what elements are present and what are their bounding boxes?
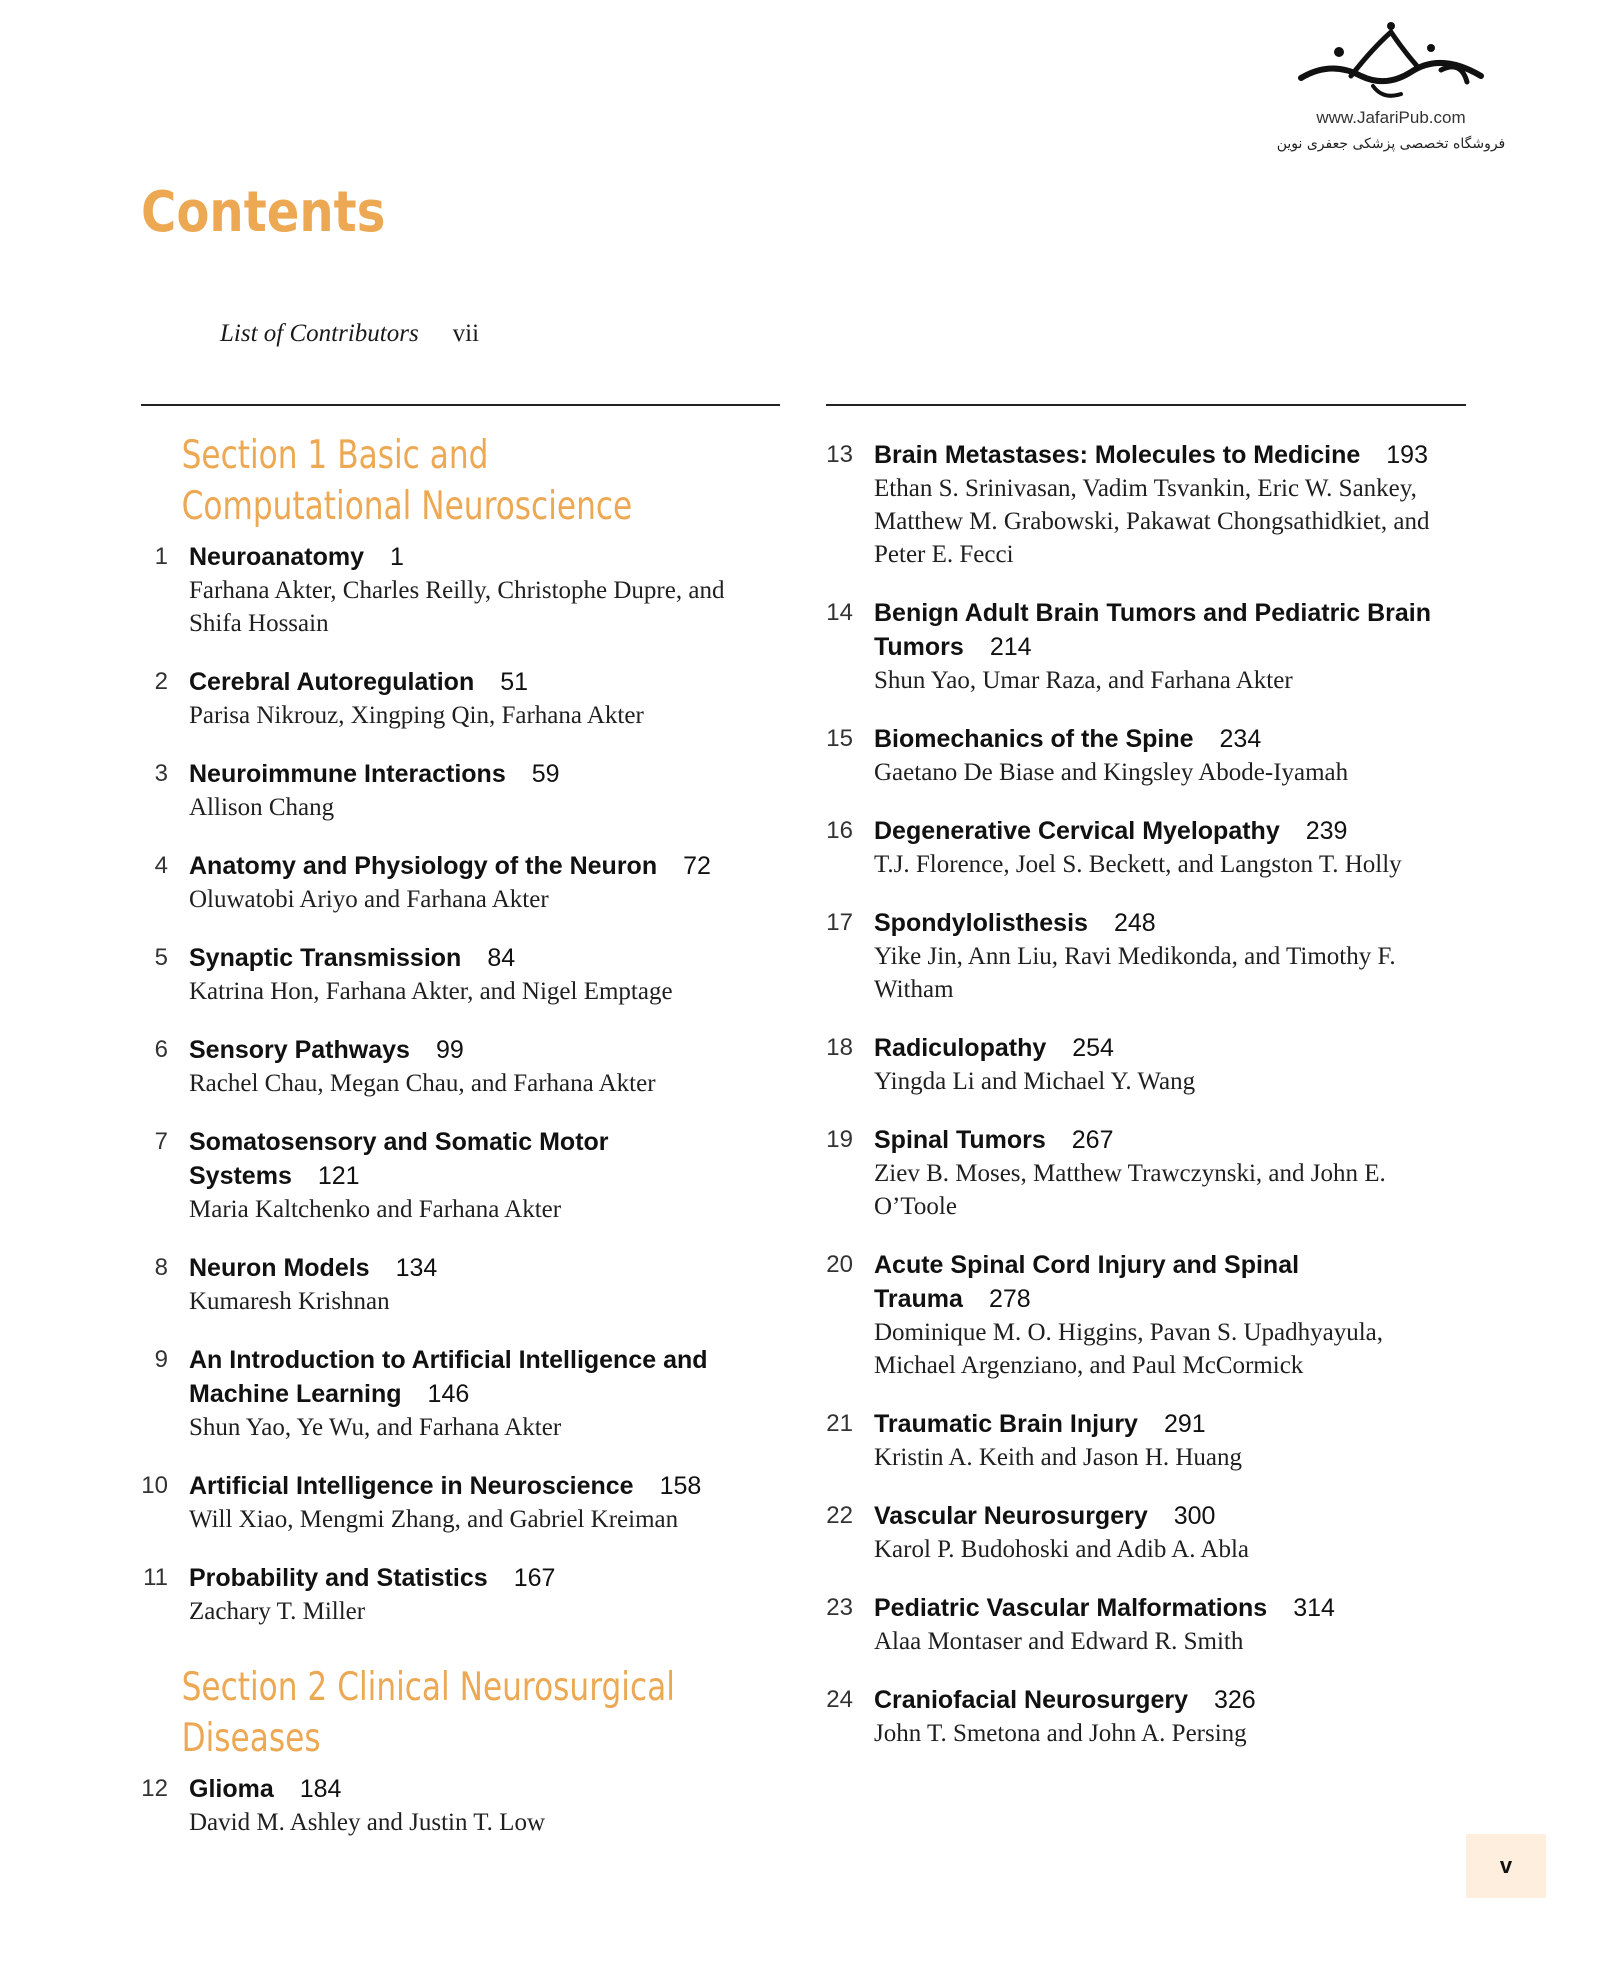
toc-entry[interactable] bbox=[140, 757, 760, 824]
chapter-title-line bbox=[874, 1683, 1445, 1717]
chapter-title-line bbox=[189, 540, 760, 574]
toc-entry[interactable] bbox=[140, 1125, 760, 1226]
toc-entry[interactable] bbox=[825, 1683, 1445, 1750]
chapter-title-line bbox=[189, 1343, 760, 1411]
section-1-heading: Section 1 Basic and Computational Neuroscience bbox=[181, 433, 633, 529]
chapter-authors: Shun Yao, Ye Wu, and Farhana Akter bbox=[189, 1414, 562, 1441]
chapter-authors: Ethan S. Srinivasan, Vadim Tsvankin, Eric W. Sankey, Matthew M. Grabowski, Pakawat Chongsathidkiet, and Peter E. Fecci bbox=[874, 475, 1430, 568]
chapter-title-line bbox=[189, 849, 760, 883]
toc-entry[interactable] bbox=[825, 1031, 1445, 1098]
toc-entry[interactable] bbox=[825, 1248, 1445, 1382]
chapter-title: Benign Adult Brain Tumors and Pediatric Brain Tumors bbox=[874, 599, 1432, 661]
chapter-authors: T.J. Florence, Joel S. Beckett, and Langston T. Holly bbox=[874, 851, 1402, 878]
chapter-authors: Zachary T. Miller bbox=[189, 1598, 366, 1625]
front-matter-entry[interactable] bbox=[220, 320, 479, 348]
chapter-title: Spondylolisthesis bbox=[874, 909, 1088, 937]
chapter-authors: Yike Jin, Ann Liu, Ravi Medikonda, and Timothy F. Witham bbox=[874, 943, 1396, 1003]
chapter-page: 184 bbox=[299, 1775, 342, 1803]
chapter-page: 84 bbox=[487, 944, 516, 972]
chapter-title-line bbox=[874, 1248, 1445, 1316]
chapter-title: Artificial Intelligence in Neuroscience bbox=[189, 1472, 634, 1500]
chapter-page: 99 bbox=[435, 1036, 464, 1064]
right-column-rule bbox=[826, 404, 1466, 406]
section-2-heading: Section 2 Clinical Neurosurgical Diseases bbox=[181, 1665, 675, 1761]
chapter-number: 23 bbox=[826, 1594, 853, 1621]
chapter-page: 146 bbox=[427, 1380, 470, 1408]
section-1-entries bbox=[140, 540, 760, 1628]
chapter-page: 134 bbox=[395, 1254, 438, 1282]
chapter-number: 4 bbox=[154, 852, 168, 879]
chapter-number: 3 bbox=[154, 760, 168, 787]
toc-entry[interactable] bbox=[140, 849, 760, 916]
chapter-authors: Farhana Akter, Charles Reilly, Christophe Dupre, and Shifa Hossain bbox=[189, 577, 725, 637]
chapter-title-line bbox=[874, 814, 1445, 848]
chapter-number: 2 bbox=[154, 668, 168, 695]
page-title: Contents bbox=[141, 180, 386, 245]
chapter-number: 24 bbox=[826, 1686, 853, 1713]
chapter-title-line bbox=[874, 906, 1445, 940]
chapter-authors: Kumaresh Krishnan bbox=[189, 1288, 390, 1315]
chapter-number: 6 bbox=[154, 1036, 168, 1063]
chapter-title: Anatomy and Physiology of the Neuron bbox=[189, 852, 658, 880]
chapter-title-line bbox=[874, 1499, 1445, 1533]
chapter-authors: Alaa Montaser and Edward R. Smith bbox=[874, 1628, 1244, 1655]
chapter-number: 5 bbox=[154, 944, 168, 971]
chapter-title-line bbox=[874, 1031, 1445, 1065]
chapter-title: Spinal Tumors bbox=[874, 1126, 1046, 1154]
chapter-authors: Dominique M. O. Higgins, Pavan S. Upadhyayula, Michael Argenziano, and Paul McCormick bbox=[874, 1319, 1383, 1379]
chapter-number: 8 bbox=[154, 1254, 168, 1281]
chapter-number: 16 bbox=[826, 817, 853, 844]
chapter-number: 12 bbox=[141, 1775, 168, 1802]
chapter-page: 121 bbox=[317, 1162, 360, 1190]
chapter-title: Synaptic Transmission bbox=[189, 944, 462, 972]
chapter-title: Somatosensory and Somatic Motor Systems bbox=[189, 1128, 609, 1190]
chapter-page: 158 bbox=[659, 1472, 702, 1500]
toc-entry[interactable] bbox=[140, 1251, 760, 1318]
chapter-authors: Parisa Nikrouz, Xingping Qin, Farhana Akter bbox=[189, 702, 644, 729]
chapter-title-line bbox=[189, 1125, 760, 1193]
chapter-number: 7 bbox=[154, 1128, 168, 1155]
chapter-number: 15 bbox=[826, 725, 853, 752]
chapter-page: 267 bbox=[1071, 1126, 1114, 1154]
chapter-page: 193 bbox=[1386, 441, 1428, 469]
chapter-title-line bbox=[189, 1469, 760, 1503]
chapter-title-line bbox=[189, 757, 760, 791]
chapter-title: Sensory Pathways bbox=[189, 1036, 410, 1064]
chapter-authors: Oluwatobi Ariyo and Farhana Akter bbox=[189, 886, 549, 913]
chapter-authors: Karol P. Budohoski and Adib A. Abla bbox=[874, 1536, 1250, 1563]
chapter-authors: Ziev B. Moses, Matthew Trawczynski, and John E. O’Toole bbox=[874, 1160, 1386, 1220]
chapter-number: 20 bbox=[826, 1251, 853, 1278]
chapter-page: 239 bbox=[1305, 817, 1348, 845]
chapter-page: 291 bbox=[1163, 1410, 1206, 1438]
chapter-title: Pediatric Vascular Malformations bbox=[874, 1594, 1268, 1622]
toc-entry[interactable] bbox=[825, 906, 1445, 1006]
chapter-authors: Gaetano De Biase and Kingsley Abode-Iyamah bbox=[874, 759, 1349, 786]
toc-entry[interactable] bbox=[825, 1407, 1445, 1474]
chapter-number: 13 bbox=[826, 441, 853, 468]
chapter-title-line bbox=[874, 438, 1445, 472]
toc-entry[interactable] bbox=[825, 1591, 1445, 1658]
right-column bbox=[825, 438, 1445, 1775]
chapter-title: Neuroanatomy bbox=[189, 543, 365, 571]
chapter-page: 300 bbox=[1173, 1502, 1216, 1530]
left-column-rule bbox=[141, 404, 780, 406]
chapter-title: Glioma bbox=[189, 1775, 274, 1803]
publisher-logo-icon bbox=[1291, 20, 1491, 106]
chapter-number: 11 bbox=[143, 1564, 168, 1591]
toc-entry[interactable] bbox=[825, 814, 1445, 881]
chapter-title: Degenerative Cervical Myelopathy bbox=[874, 817, 1280, 845]
chapter-page: 167 bbox=[513, 1564, 556, 1592]
chapter-page: 254 bbox=[1072, 1034, 1114, 1062]
chapter-title: An Introduction to Artificial Intelligence and Machine Learning bbox=[189, 1346, 708, 1408]
toc-entry[interactable] bbox=[140, 1033, 760, 1100]
toc-entry[interactable] bbox=[140, 1561, 760, 1628]
chapter-title-line bbox=[874, 1407, 1445, 1441]
chapter-title-line bbox=[189, 1772, 760, 1806]
chapter-number: 22 bbox=[826, 1502, 853, 1529]
chapter-number: 18 bbox=[826, 1034, 853, 1061]
chapter-number: 9 bbox=[154, 1346, 168, 1373]
chapter-authors: John T. Smetona and John A. Persing bbox=[874, 1720, 1247, 1747]
chapter-page: 51 bbox=[500, 668, 529, 696]
chapter-title: Neuron Models bbox=[189, 1254, 370, 1282]
publisher-caption: فروشگاه تخصصی پزشکی جعفری نوین bbox=[1276, 136, 1506, 152]
chapter-page: 214 bbox=[989, 633, 1032, 661]
chapter-page: 326 bbox=[1214, 1686, 1256, 1714]
chapter-title: Traumatic Brain Injury bbox=[874, 1410, 1138, 1438]
chapter-number: 1 bbox=[154, 543, 168, 570]
chapter-title-line bbox=[189, 1561, 760, 1595]
toc-entry[interactable] bbox=[825, 1123, 1445, 1223]
chapter-authors: Will Xiao, Mengmi Zhang, and Gabriel Kreiman bbox=[189, 1506, 679, 1533]
chapter-title: Radiculopathy bbox=[874, 1034, 1047, 1062]
chapter-page: 59 bbox=[531, 760, 560, 788]
chapter-title-line bbox=[189, 941, 760, 975]
toc-entry[interactable] bbox=[140, 1772, 760, 1839]
toc-entry[interactable] bbox=[825, 722, 1445, 789]
chapter-authors: Yingda Li and Michael Y. Wang bbox=[874, 1068, 1196, 1095]
chapter-authors: Kristin A. Keith and Jason H. Huang bbox=[874, 1444, 1243, 1471]
toc-entry[interactable] bbox=[140, 540, 760, 640]
chapter-number: 19 bbox=[826, 1126, 853, 1153]
page-number: v bbox=[1466, 1834, 1546, 1898]
chapter-page: 1 bbox=[390, 543, 404, 571]
chapter-title-line bbox=[189, 665, 760, 699]
chapter-authors: Rachel Chau, Megan Chau, and Farhana Akter bbox=[189, 1070, 656, 1097]
chapter-title: Neuroimmune Interactions bbox=[189, 760, 506, 788]
chapter-page: 234 bbox=[1219, 725, 1262, 753]
chapter-page: 314 bbox=[1293, 1594, 1335, 1622]
toc-entry[interactable] bbox=[140, 941, 760, 1008]
chapter-page: 72 bbox=[683, 852, 711, 880]
publisher-logo bbox=[1271, 20, 1511, 152]
chapter-number: 10 bbox=[141, 1472, 168, 1499]
toc-entry[interactable] bbox=[140, 665, 760, 732]
chapter-title-line bbox=[874, 722, 1445, 756]
chapter-title-line bbox=[874, 1591, 1445, 1625]
chapter-authors: Katrina Hon, Farhana Akter, and Nigel Emptage bbox=[189, 978, 673, 1005]
chapter-title: Craniofacial Neurosurgery bbox=[874, 1686, 1188, 1714]
chapter-title-line bbox=[874, 596, 1445, 664]
chapter-authors: David M. Ashley and Justin T. Low bbox=[189, 1809, 546, 1836]
right-column-entries bbox=[825, 438, 1445, 1750]
toc-entry[interactable] bbox=[825, 596, 1445, 697]
chapter-number: 14 bbox=[826, 599, 853, 626]
left-column bbox=[140, 430, 760, 1864]
chapter-title-line bbox=[189, 1251, 760, 1285]
chapter-page: 248 bbox=[1113, 909, 1156, 937]
chapter-title: Cerebral Autoregulation bbox=[189, 668, 475, 696]
chapter-authors: Allison Chang bbox=[189, 794, 335, 821]
chapter-title-line bbox=[874, 1123, 1445, 1157]
chapter-title: Probability and Statistics bbox=[189, 1564, 488, 1592]
chapter-title: Vascular Neurosurgery bbox=[874, 1502, 1148, 1530]
toc-entry[interactable] bbox=[825, 438, 1445, 571]
chapter-title: Brain Metastases: Molecules to Medicine bbox=[874, 441, 1361, 469]
chapter-number: 17 bbox=[826, 909, 853, 936]
chapter-page: 278 bbox=[988, 1285, 1031, 1313]
chapter-authors: Shun Yao, Umar Raza, and Farhana Akter bbox=[874, 667, 1293, 694]
toc-entry[interactable] bbox=[140, 1469, 760, 1536]
publisher-url[interactable]: www.JafariPub.com bbox=[1316, 108, 1466, 127]
chapter-number: 21 bbox=[826, 1410, 853, 1437]
toc-entry[interactable] bbox=[825, 1499, 1445, 1566]
chapter-title: Biomechanics of the Spine bbox=[874, 725, 1194, 753]
front-matter-label: List of Contributors bbox=[220, 320, 419, 347]
chapter-title: Acute Spinal Cord Injury and Spinal Trauma bbox=[874, 1251, 1300, 1313]
toc-entry[interactable] bbox=[140, 1343, 760, 1444]
front-matter-page: vii bbox=[452, 320, 480, 347]
chapter-title-line bbox=[189, 1033, 760, 1067]
section-2-entries bbox=[140, 1772, 760, 1839]
chapter-authors: Maria Kaltchenko and Farhana Akter bbox=[189, 1196, 562, 1223]
